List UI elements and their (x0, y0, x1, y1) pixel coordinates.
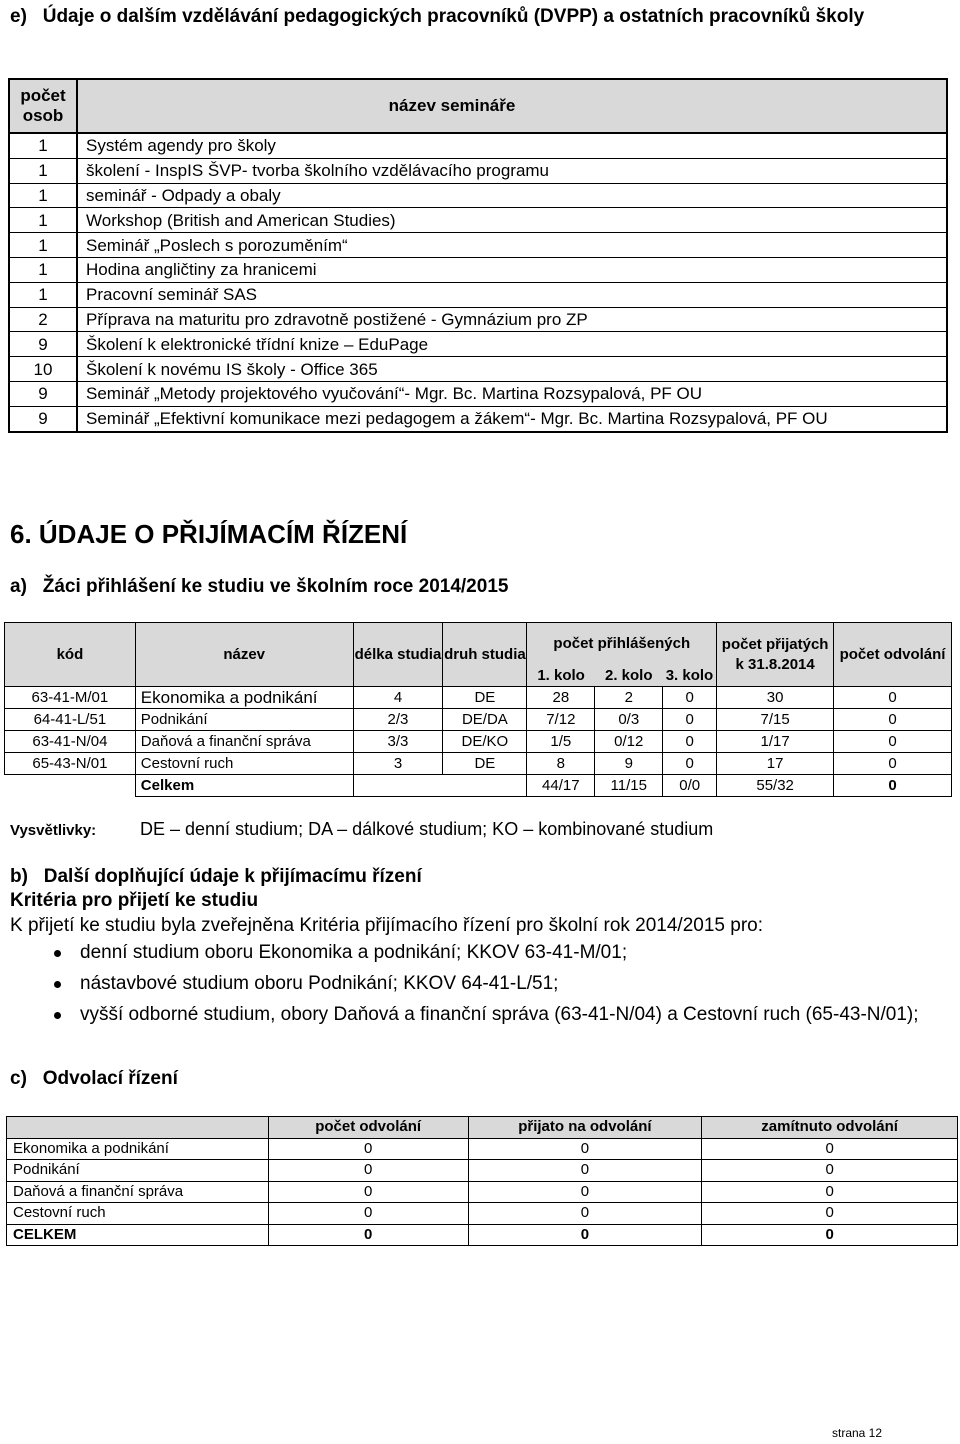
dvpp-header-name: název semináře (77, 79, 947, 133)
header-odvolani: počet odvolání (834, 623, 952, 687)
table-row (9, 257, 947, 282)
blank-cell (5, 775, 136, 797)
cell-kod: 63-41-M/01 (5, 687, 136, 709)
blank-cell (353, 775, 443, 797)
cell-odvolani: 0 (834, 731, 952, 753)
cell-kod: 64-41-L/51 (5, 709, 136, 731)
admissions-header-row (5, 623, 952, 666)
total-k1: 44/17 (527, 775, 595, 797)
cell-zamitnuto: 0 (702, 1224, 958, 1246)
cell-zamitnuto: 0 (702, 1138, 958, 1160)
header-kod: kód (5, 623, 136, 687)
appeals-header-row (7, 1117, 958, 1139)
table-row (5, 753, 952, 775)
criteria-list (10, 940, 950, 1033)
cell-pocet: 0 (268, 1224, 468, 1246)
dvpp-count: 1 (9, 158, 77, 183)
dvpp-seminar: Systém agendy pro školy (77, 133, 947, 158)
cell-pocet: 0 (268, 1160, 468, 1182)
dvpp-seminar: seminář - Odpady a obaly (77, 183, 947, 208)
cell-odvolani: 0 (834, 753, 952, 775)
dvpp-count: 9 (9, 332, 77, 357)
dvpp-seminar: Workshop (British and American Studies) (77, 208, 947, 233)
cell-k1: 7/12 (527, 709, 595, 731)
admissions-table (4, 622, 952, 797)
cell-prijato: 0 (468, 1160, 702, 1182)
list-item (10, 1002, 950, 1027)
cell-prijatych: 1/17 (717, 731, 834, 753)
header-zamitnuto: zamítnuto odvolání (702, 1117, 958, 1139)
cell-k1: 1/5 (527, 731, 595, 753)
dvpp-count: 1 (9, 208, 77, 233)
cell-zamitnuto: 0 (702, 1181, 958, 1203)
blank-cell (443, 775, 527, 797)
cell-delka: 3/3 (353, 731, 443, 753)
cell-prijato: 0 (468, 1203, 702, 1225)
section-b-heading: b) Další doplňující údaje k přijímacímu řízení (10, 866, 422, 887)
dvpp-table (8, 78, 948, 433)
header-prijato: přijato na odvolání (468, 1117, 702, 1139)
table-row (5, 709, 952, 731)
list-item (10, 971, 950, 996)
table-row (9, 332, 947, 357)
cell-k3: 0 (663, 731, 717, 753)
cell-druh: DE (443, 687, 527, 709)
table-row (9, 307, 947, 332)
cell-k2: 2 (595, 687, 663, 709)
bullet-icon (54, 1012, 61, 1019)
header-nazev: název (135, 623, 353, 687)
cell-obor: Cestovní ruch (7, 1203, 269, 1225)
list-item (10, 940, 950, 965)
cell-nazev: Daňová a finanční správa (135, 731, 353, 753)
cell-druh: DE (443, 753, 527, 775)
list-item-text: nástavbové studium oboru Podnikání; KKOV 64-41-L/51; (80, 973, 559, 994)
dvpp-seminar: Školení k elektronické třídní knize – EduPage (77, 332, 947, 357)
cell-k1: 8 (527, 753, 595, 775)
cell-prijatych: 17 (717, 753, 834, 775)
cell-nazev: Cestovní ruch (135, 753, 353, 775)
cell-pocet: 0 (268, 1203, 468, 1225)
header-kolo3: 3. kolo (663, 665, 717, 687)
appeals-table (6, 1116, 958, 1246)
table-row (9, 133, 947, 158)
section-c-heading: c) Odvolací řízení (10, 1068, 178, 1089)
cell-obor: Podnikání (7, 1160, 269, 1182)
cell-delka: 3 (353, 753, 443, 775)
cell-druh: DE/DA (443, 709, 527, 731)
header-blank (7, 1117, 269, 1139)
table-row (7, 1138, 958, 1160)
dvpp-header-count: počet osob (9, 79, 77, 133)
table-row (5, 731, 952, 753)
cell-prijatych: 7/15 (717, 709, 834, 731)
cell-obor: Ekonomika a podnikání (7, 1138, 269, 1160)
cell-k2: 9 (595, 753, 663, 775)
table-row (5, 687, 952, 709)
dvpp-count: 10 (9, 357, 77, 382)
bullet-icon (54, 950, 61, 957)
dvpp-count: 1 (9, 233, 77, 258)
header-prihlasenych: počet přihlášených (527, 623, 717, 666)
dvpp-seminar: školení - InspIS ŠVP- tvorba školního vzdělávacího programu (77, 158, 947, 183)
cell-nazev: Ekonomika a podnikání (135, 687, 353, 709)
dvpp-seminar: Hodina angličtiny za hranicemi (77, 257, 947, 282)
cell-k3: 0 (663, 687, 717, 709)
cell-zamitnuto: 0 (702, 1160, 958, 1182)
dvpp-count: 9 (9, 381, 77, 406)
list-item-text: vyšší odborné studium, obory Daňová a finanční správa (63-41-N/04) a Cestovní ruch (65-43-N/01); (80, 1004, 919, 1025)
section-6-heading: 6. ÚDAJE O PŘIJÍMACÍM ŘÍZENÍ (10, 519, 408, 549)
cell-k3: 0 (663, 709, 717, 731)
page-number: strana 12 (832, 1426, 883, 1440)
dvpp-seminar: Příprava na maturitu pro zdravotně postižené - Gymnázium pro ZP (77, 307, 947, 332)
cell-odvolani: 0 (834, 687, 952, 709)
cell-prijato: 0 (468, 1224, 702, 1246)
table-row (9, 158, 947, 183)
table-row (9, 381, 947, 406)
header-kolo1: 1. kolo (527, 665, 595, 687)
legend-text: DE – denní studium; DA – dálkové studium; KO – kombinované studium (140, 819, 714, 839)
table-row (9, 183, 947, 208)
dvpp-table-header (9, 79, 947, 133)
dvpp-seminar: Seminář „Metody projektového vyučování“- Mgr. Bc. Martina Rozsypalová, PF OU (77, 381, 947, 406)
cell-delka: 2/3 (353, 709, 443, 731)
dvpp-count: 1 (9, 183, 77, 208)
dvpp-count: 1 (9, 133, 77, 158)
cell-pocet: 0 (268, 1138, 468, 1160)
section-a-heading: a) Žáci přihlášení ke studiu ve školním roce 2014/2015 (10, 576, 509, 597)
dvpp-count: 1 (9, 257, 77, 282)
section-e-heading: e) Údaje o dalším vzdělávání pedagogických pracovníků (DVPP) a ostatních pracovníků školy (10, 6, 865, 27)
table-row (7, 1160, 958, 1182)
dvpp-count: 9 (9, 406, 77, 431)
cell-prijato: 0 (468, 1181, 702, 1203)
cell-zamitnuto: 0 (702, 1203, 958, 1225)
criteria-heading: Kritéria pro přijetí ke studiu (10, 890, 259, 911)
total-row (7, 1224, 958, 1246)
header-pocet: počet odvolání (268, 1117, 468, 1139)
cell-prijatych: 30 (717, 687, 834, 709)
dvpp-seminar: Seminář „Efektivní komunikace mezi pedagogem a žákem“- Mgr. Bc. Martina Rozsypalová, PF OU (86, 409, 828, 429)
bullet-icon (54, 981, 61, 988)
dvpp-count: 1 (9, 282, 77, 307)
dvpp-seminar: Školení k novému IS školy - Office 365 (77, 357, 947, 382)
cell-k3: 0 (663, 753, 717, 775)
cell-k2: 0/12 (595, 731, 663, 753)
table-row (7, 1203, 958, 1225)
cell-prijato: 0 (468, 1138, 702, 1160)
cell-druh: DE/KO (443, 731, 527, 753)
cell-pocet: 0 (268, 1181, 468, 1203)
table-row (7, 1181, 958, 1203)
cell-obor: Daňová a finanční správa (7, 1181, 269, 1203)
table-row (9, 208, 947, 233)
header-prijatych: počet přijatých k 31.8.2014 (717, 623, 834, 687)
cell-obor: CELKEM (7, 1224, 269, 1246)
cell-nazev: Podnikání (135, 709, 353, 731)
criteria-paragraph: K přijetí ke studiu byla zveřejněna Kritéria přijímacího řízení pro školní rok 2014/2015 pro: (10, 915, 763, 936)
cell-odvolani: 0 (834, 709, 952, 731)
dvpp-count: 2 (9, 307, 77, 332)
dvpp-seminar: Seminář „Poslech s porozuměním“ (77, 233, 947, 258)
header-kolo2: 2. kolo (595, 665, 663, 687)
total-k2: 11/15 (595, 775, 663, 797)
cell-kod: 63-41-N/04 (5, 731, 136, 753)
total-prijatych: 55/32 (717, 775, 834, 797)
total-label: Celkem (135, 775, 353, 797)
total-k3: 0/0 (663, 775, 717, 797)
table-row (9, 406, 947, 431)
total-row (5, 775, 952, 797)
table-row (9, 357, 947, 382)
table-row (9, 233, 947, 258)
cell-delka: 4 (353, 687, 443, 709)
header-druh: druh studia (443, 623, 527, 687)
dvpp-seminar: Pracovní seminář SAS (77, 282, 947, 307)
table-row (9, 282, 947, 307)
cell-k2: 0/3 (595, 709, 663, 731)
cell-k1: 28 (527, 687, 595, 709)
header-delka: délka studia (353, 623, 443, 687)
cell-kod: 65-43-N/01 (5, 753, 136, 775)
list-item-text: denní studium oboru Ekonomika a podnikání; KKOV 63-41-M/01; (80, 942, 628, 963)
legend-label: Vysvětlivky: (10, 822, 97, 839)
total-odvolani: 0 (834, 775, 952, 797)
